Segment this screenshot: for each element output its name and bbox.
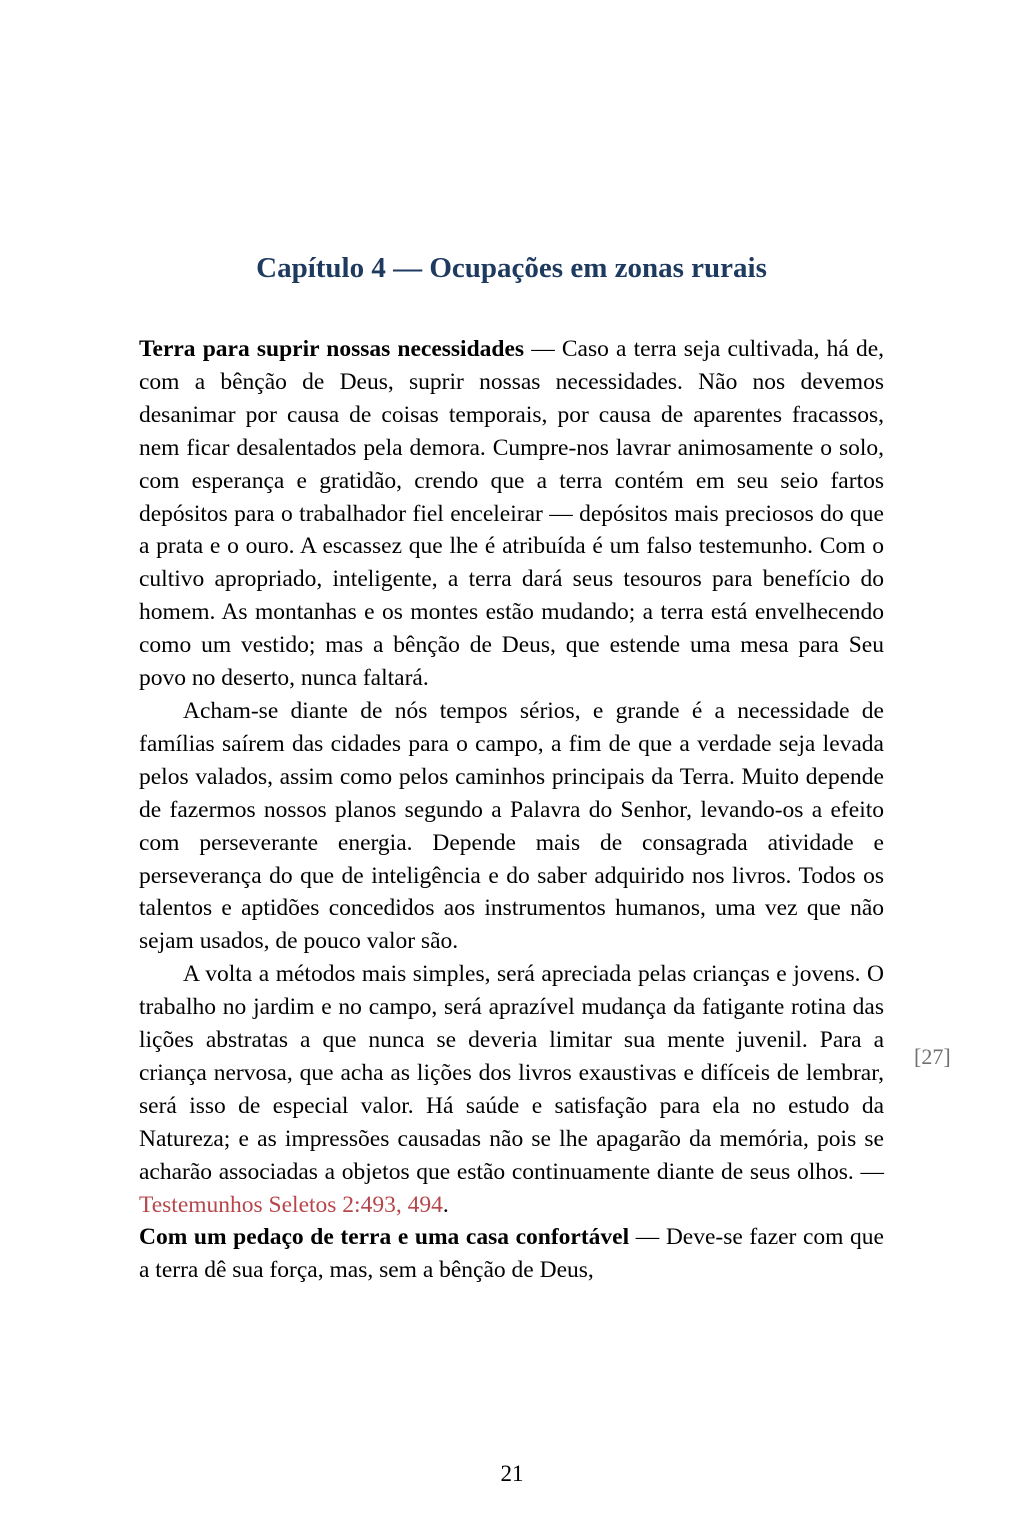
original-page-marker: [27] [914, 1044, 951, 1069]
paragraph-4 [139, 1221, 884, 1287]
paragraph-4-text: — Deve-se fazer com que a terra dê sua força, mas, sem a bênção de Deus, [139, 1224, 884, 1284]
paragraph-2 [139, 695, 884, 958]
chapter-body [139, 333, 884, 1287]
paragraph-3 [139, 958, 884, 1221]
section-heading-terra: Terra para suprir nossas necessidades [139, 336, 525, 362]
reference-link[interactable]: Testemunhos Seletos 2:493, 494 [139, 1191, 443, 1218]
chapter-title: Capítulo 4 — Ocupações em zonas rurais [256, 252, 767, 284]
paragraph-3-end: . [442, 1191, 449, 1218]
page-number: 21 [500, 1461, 524, 1486]
paragraph-2-text: Acham-se diante de nós tempos sérios, e grande é a necessidade de famílias saírem das cidades para o campo, a fim de que a verdade seja levada pelos valados, assim como pelos caminhos principais da Terra. Muito depende de fazermos nossos planos segundo a Palavra do Senhor, levando-os a efeito com perseverante energia. Depende mais de consagrada atividade e perseverança do que de inteligência e do saber adquirido nos livros. Todos os talentos e aptidões concedidos aos instrumentos humanos, uma vez que não sejam usados, de pouco valor são. [139, 697, 884, 955]
paragraph-1-text: — Caso a terra seja cultivada, há de, com a bênção de Deus, suprir nossas necessidades. Não nos devemos desanimar por causa de coisas temporais, por causa de aparentes fracassos, nem ficar desalentados pela demora. Cumpre-nos lavrar animosamente o solo, com esperança e gratidão, crendo que a terra contém em seu seio fartos depósitos para o trabalhador fiel enceleirar — depósitos mais preciosos do que a prata e o ouro. A escassez que lhe é atribuída é um falso testemunho. Com o cultivo apropriado, inteligente, a terra dará seus tesouros para benefício do homem. As montanhas e os montes estão mudando; a terra está envelhecendo como um vestido; mas a bênção de Deus, que estende uma mesa para Seu povo no deserto, nunca faltará. [139, 336, 884, 692]
section-heading-casa: Com um pedaço de terra e uma casa confortável [139, 1224, 630, 1251]
paragraph-3-text: A volta a métodos mais simples, será apreciada pelas crianças e jovens. O trabalho no jardim e no campo, será aprazível mudança da fatigante rotina das lições abstratas a que nunca se deveria limitar sua mente juvenil. Para a criança nervosa, que acha as lições dos livros exaustivas e difíceis de lembrar, será isso de especial valor. Há saúde e satisfação para ela no estudo da Natureza; e as impressões causadas não se lhe apagarão da memória, pois se acharão associadas a objetos que estão continuamente diante de seus olhos. — [139, 961, 884, 1185]
paragraph-1 [139, 333, 884, 695]
